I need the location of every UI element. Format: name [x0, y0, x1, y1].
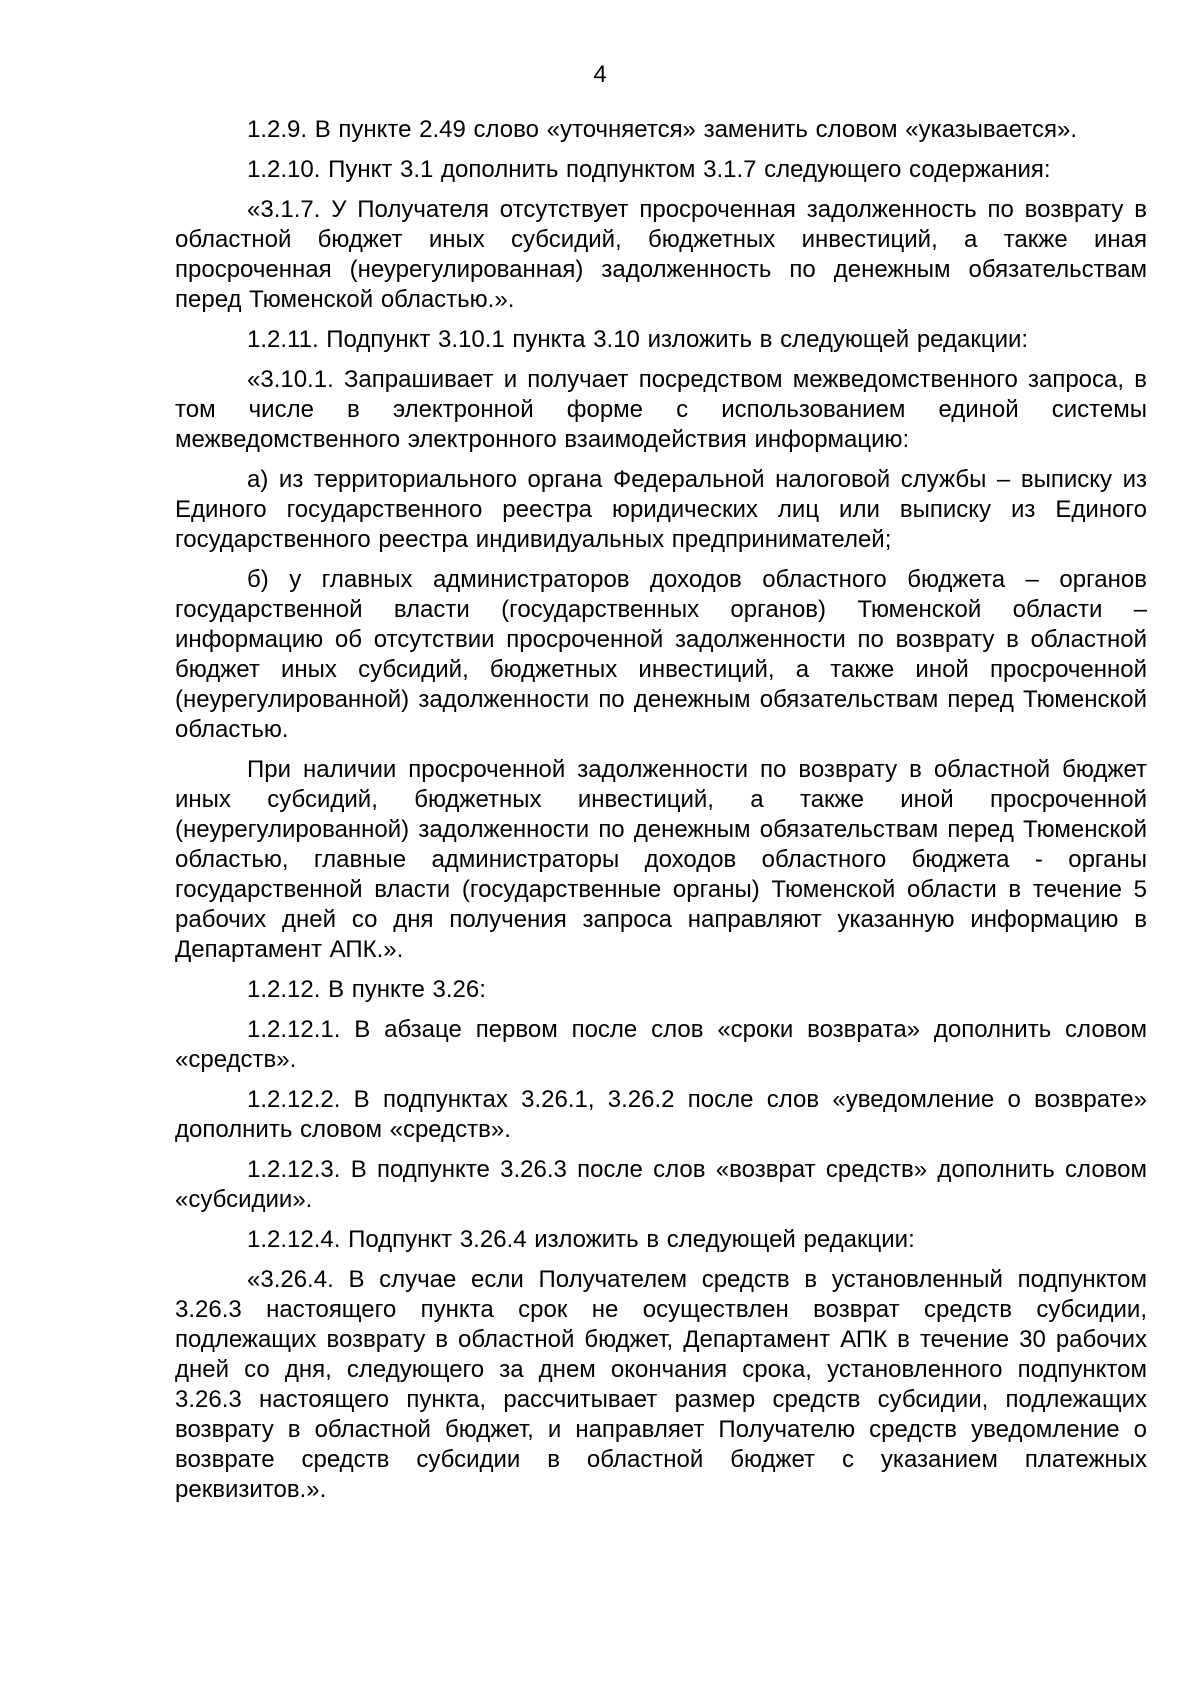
paragraph-1-2-12-3: 1.2.12.3. В подпункте 3.26.3 после слов «возврат средств» дополнить словом «субсидии».: [175, 1156, 1147, 1213]
paragraph-overdue-debt: При наличии просроченной задолженности по возврату в областной бюджет иных субсидий, бюджетных инвестиций, а также иной просроченной (неурегулированной) задолженности по денежным обязательствам перед Тюменской областью, главные администраторы доходов областного бюджета - органы государственной власти (государственные органы) Тюменской области в течение 5 рабочих дней со дня получения запроса направляют указанную информацию в Департамент АПК.».: [175, 756, 1147, 963]
subitem-a: а) из территориального органа Федеральной налоговой службы – выписку из Единого государственного реестра юридических лиц или выписку из Единого государственного реестра индивидуальных предпринимателей;: [175, 466, 1147, 553]
quote-3-26-4: «3.26.4. В случае если Получателем средств в установленный подпунктом 3.26.3 настоящего пункта срок не осуществлен возврат средств субсидии, подлежащих возврату в областной бюджет, Департамент АПК в течение 30 рабочих дней со дня, следующего за днем окончания срока, установленного подпунктом 3.26.3 настоящего пункта, рассчитывает размер средств субсидии, подлежащих возврату в областной бюджет, и направляет Получателю средств уведомление о возврате средств субсидии в областной бюджет с указанием платежных реквизитов.».: [175, 1266, 1147, 1503]
paragraph-1-2-10: 1.2.10. Пункт 3.1 дополнить подпунктом 3.1.7 следующего содержания:: [247, 156, 1051, 183]
paragraph-1-2-12-4: 1.2.12.4. Подпункт 3.26.4 изложить в следующей редакции:: [247, 1226, 915, 1253]
subitem-b: б) у главных администраторов доходов областного бюджета – органов государственной власти (государственных органов) Тюменской области – информацию об отсутствии просроченной задолженности по возврату в областной бюджет иных субсидий, бюджетных инвестиций, а также иной просроченной (неурегулированной) задолженности по денежным обязательствам перед Тюменской областью.: [175, 566, 1147, 743]
document-body: [175, 115, 1147, 1515]
paragraph-1-2-11: 1.2.11. Подпункт 3.10.1 пункта 3.10 изложить в следующей редакции:: [247, 326, 1029, 353]
paragraph-1-2-9: 1.2.9. В пункте 2.49 слово «уточняется» заменить словом «указывается».: [247, 116, 1078, 143]
paragraph-1-2-12: 1.2.12. В пункте 3.26:: [247, 976, 486, 1003]
paragraph-1-2-12-1: 1.2.12.1. В абзаце первом после слов «сроки возврата» дополнить словом «средств».: [175, 1016, 1147, 1073]
page-number: 4: [593, 61, 607, 88]
quote-3-10-1: «3.10.1. Запрашивает и получает посредством межведомственного запроса, в том числе в электронной форме с использованием единой системы межведомственного электронного взаимодействия информацию:: [175, 366, 1147, 453]
paragraph-1-2-12-2: 1.2.12.2. В подпунктах 3.26.1, 3.26.2 после слов «уведомление о возврате» дополнить словом «средств».: [175, 1086, 1147, 1143]
quote-3-1-7: «3.1.7. У Получателя отсутствует просроченная задолженность по возврату в областной бюджет иных субсидий, бюджетных инвестиций, а также иная просроченная (неурегулированная) задолженность по денежным обязательствам перед Тюменской областью.».: [175, 196, 1147, 313]
